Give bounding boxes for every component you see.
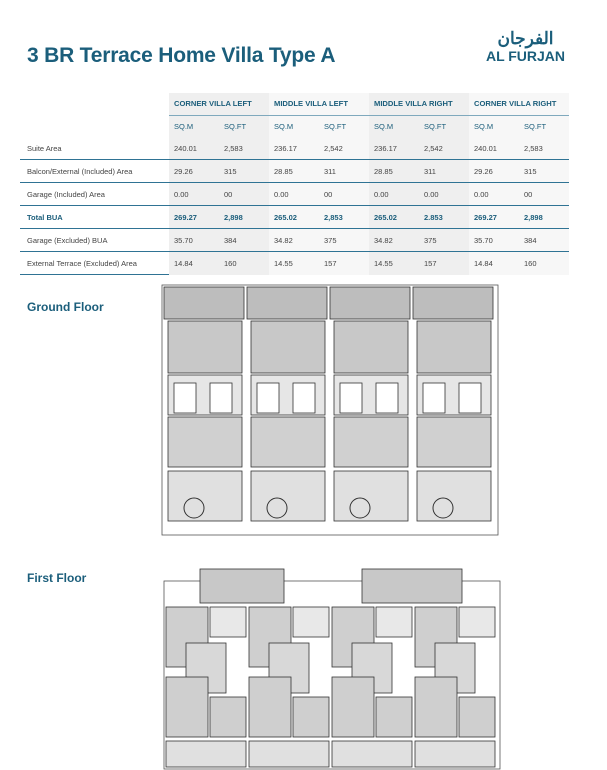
cell-value: 14.84 — [469, 252, 519, 275]
plan-room — [200, 569, 284, 603]
cell-value: 29.26 — [469, 160, 519, 183]
cell-value: 157 — [319, 252, 369, 275]
cell-value: 29.26 — [169, 160, 219, 183]
plan-room — [332, 677, 374, 737]
plan-room — [423, 383, 445, 413]
cell-value: 14.84 — [169, 252, 219, 275]
cell-value: 240.01 — [469, 137, 519, 160]
ground-floor-plan — [158, 283, 502, 541]
plan-room — [415, 677, 457, 737]
cell-value: 315 — [219, 160, 269, 183]
cell-value: 28.85 — [269, 160, 319, 183]
plan-room — [293, 383, 315, 413]
plan-room — [332, 741, 412, 767]
group-middle-left: MIDDLE VILLA LEFT — [269, 93, 369, 115]
plan-room — [459, 697, 495, 737]
cell-value: 160 — [519, 252, 569, 275]
page-title: 3 BR Terrace Home Villa Type A — [27, 44, 336, 67]
cell-value: 311 — [419, 160, 469, 183]
cell-value: 14.55 — [369, 252, 419, 275]
cell-value: 35.70 — [469, 229, 519, 252]
cell-value: 375 — [419, 229, 469, 252]
cell-value: 35.70 — [169, 229, 219, 252]
plan-room — [413, 287, 493, 319]
cell-value: 0.00 — [419, 183, 469, 206]
plan-room — [376, 383, 398, 413]
plan-room — [334, 321, 408, 373]
unit-header: SQ.M — [369, 115, 419, 137]
group-middle-right: MIDDLE VILLA RIGHT — [369, 93, 469, 115]
unit-header-row — [20, 115, 569, 137]
plan-room — [168, 417, 242, 467]
plan-room — [334, 471, 408, 521]
cell-value: 375 — [319, 229, 369, 252]
area-table — [20, 93, 569, 275]
plan-room — [417, 471, 491, 521]
cell-value: 14.55 — [269, 252, 319, 275]
plan-room — [251, 471, 325, 521]
plan-room — [164, 287, 244, 319]
plan-room — [210, 607, 246, 637]
cell-value: 240.01 — [169, 137, 219, 160]
cell-value: 384 — [219, 229, 269, 252]
table-row — [20, 252, 569, 275]
unit-header: SQ.FT — [219, 115, 269, 137]
cell-value: 160 — [219, 252, 269, 275]
table-row — [20, 229, 569, 252]
cell-value: 269.27 — [469, 206, 519, 229]
cell-value: 2,583 — [519, 137, 569, 160]
cell-value: 0.00 — [369, 183, 419, 206]
group-header-row — [20, 93, 569, 115]
row-label: Suite Area — [20, 137, 169, 160]
unit-header: SQ.M — [469, 115, 519, 137]
row-label: Garage (Excluded) BUA — [20, 229, 169, 252]
plan-room — [376, 697, 412, 737]
logo-english: AL FURJAN — [485, 48, 566, 64]
cell-value: 2,583 — [219, 137, 269, 160]
cell-value: 00 — [319, 183, 369, 206]
cell-value: 236.17 — [369, 137, 419, 160]
cell-value: 0.00 — [169, 183, 219, 206]
cell-value: 2,542 — [319, 137, 369, 160]
plan-room — [251, 321, 325, 373]
plan-room — [210, 697, 246, 737]
unit-header: SQ.FT — [319, 115, 369, 137]
unit-header: SQ.FT — [519, 115, 569, 137]
plan-room — [330, 287, 410, 319]
plan-room — [459, 383, 481, 413]
cell-value: 2,853 — [319, 206, 369, 229]
cell-value: 269.27 — [169, 206, 219, 229]
plan-room — [247, 287, 327, 319]
plan-room — [249, 677, 291, 737]
cell-value: 00 — [219, 183, 269, 206]
plan-room — [340, 383, 362, 413]
plan-room — [210, 383, 232, 413]
row-label: Balcon/External (Included) Area — [20, 160, 169, 183]
plan-room — [417, 321, 491, 373]
cell-value: 265.02 — [269, 206, 319, 229]
plan-room — [168, 321, 242, 373]
cell-value: 311 — [319, 160, 369, 183]
plan-room — [166, 677, 208, 737]
unit-header: SQ.M — [269, 115, 319, 137]
plan-room — [459, 607, 495, 637]
row-label: Garage (Included) Area — [20, 183, 169, 206]
plan-room — [293, 697, 329, 737]
cell-value: 2.853 — [419, 206, 469, 229]
plan-room — [257, 383, 279, 413]
plan-room — [166, 741, 246, 767]
plan-room — [417, 417, 491, 467]
plan-room — [251, 417, 325, 467]
cell-value: 157 — [419, 252, 469, 275]
row-label: Total BUA — [20, 206, 169, 229]
cell-value: 265.02 — [369, 206, 419, 229]
cell-value: 236.17 — [269, 137, 319, 160]
plan-room — [293, 607, 329, 637]
cell-value: 0.00 — [269, 183, 319, 206]
plan-room — [168, 471, 242, 521]
ground-floor-heading: Ground Floor — [27, 300, 104, 314]
cell-value: 315 — [519, 160, 569, 183]
plan-room — [249, 741, 329, 767]
plan-room — [174, 383, 196, 413]
plan-room — [415, 741, 495, 767]
cell-value: 2,898 — [219, 206, 269, 229]
unit-header: SQ.FT — [419, 115, 469, 137]
cell-value: 34.82 — [269, 229, 319, 252]
logo-arabic: الفرجان — [497, 29, 554, 48]
unit-header: SQ.M — [169, 115, 219, 137]
al-furjan-logo — [478, 30, 573, 64]
cell-value: 00 — [519, 183, 569, 206]
cell-value: 2,898 — [519, 206, 569, 229]
table-row — [20, 206, 569, 229]
cell-value: 28.85 — [369, 160, 419, 183]
cell-value: 384 — [519, 229, 569, 252]
cell-value: 0.00 — [469, 183, 519, 206]
plan-room — [334, 417, 408, 467]
table-row — [20, 160, 569, 183]
cell-value: 2,542 — [419, 137, 469, 160]
first-floor-heading: First Floor — [27, 571, 87, 585]
first-floor-plan — [162, 567, 502, 770]
plan-room — [376, 607, 412, 637]
cell-value: 34.82 — [369, 229, 419, 252]
group-corner-left: CORNER VILLA LEFT — [169, 93, 269, 115]
row-label: External Terrace (Excluded) Area — [20, 252, 169, 275]
plan-room — [362, 569, 462, 603]
table-row — [20, 183, 569, 206]
table-row — [20, 137, 569, 160]
group-corner-right: CORNER VILLA RIGHT — [469, 93, 569, 115]
